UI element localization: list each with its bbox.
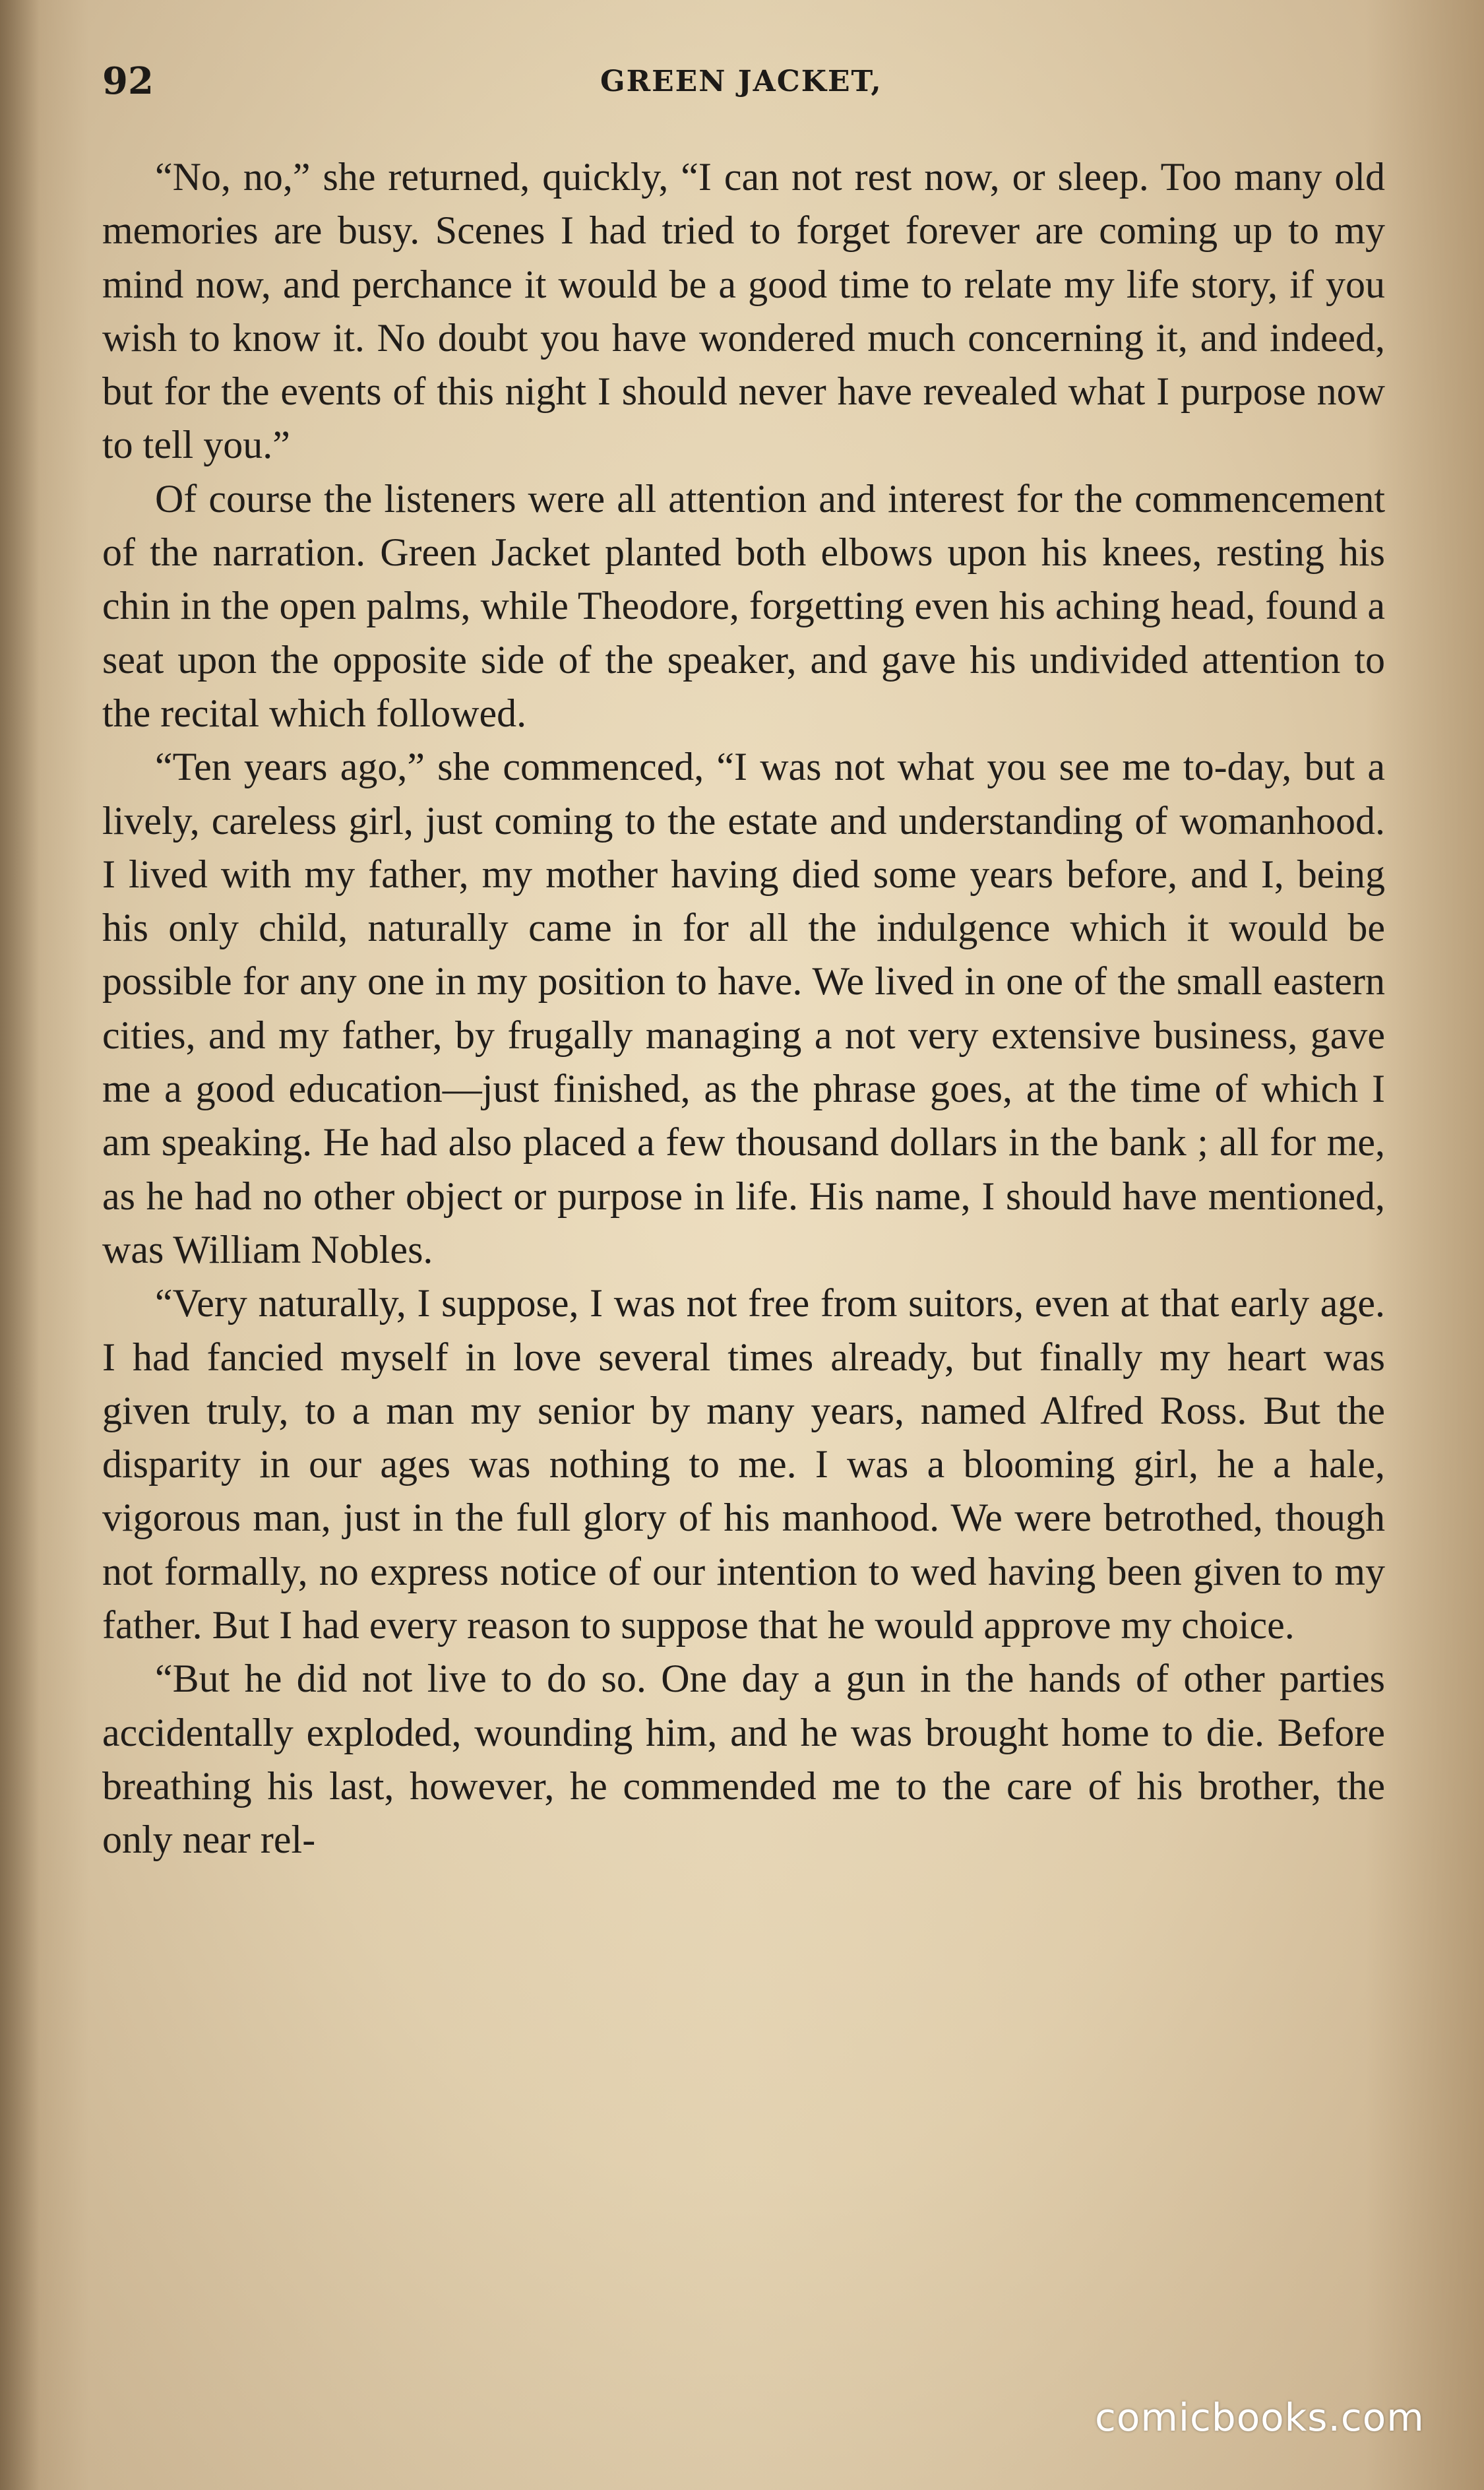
body-text: [102, 150, 1385, 1867]
running-head: GREEN JACKET,: [600, 65, 882, 98]
paragraph: “Very naturally, I suppose, I was not free from suitors, even at that early age. I had fancied myself in love several times already, but finally my heart was given truly, to a man my senior by many years, named Alfred Ross. But the disparity in our ages was nothing to me. I was a blooming girl, he a hale, vigorous man, just in the full glory of his manhood. We were betrothed, though not formally, no express notice of our intention to wed having been given to my father. But I had every reason to suppose that he would approve my choice.: [102, 1281, 1385, 1647]
page-header: [102, 59, 1395, 112]
paragraph: “But he did not live to do so. One day a gun in the hands of other parties accidentally exploded, wounding him, and he was brought home to die. Before breathing his last, however, he commended me to the care of his brother, the only near rel-: [102, 1657, 1385, 1862]
page-gutter-shadow: [0, 0, 40, 2490]
paragraph: Of course the listeners were all attention and interest for the commencement of the narration. Green Jacket planted both elbows upon his knees, resting his chin in the open palms, while Theodore, forgetting even his aching head, found a seat upon the opposite side of the speaker, and gave his undivided attention to the recital which followed.: [102, 476, 1385, 735]
page-number: 92: [102, 59, 154, 103]
paragraph: “Ten years ago,” she commenced, “I was not what you see me to-day, but a lively, careless girl, just coming to the estate and understanding of womanhood. I lived with my father, my mother having died some years before, and I, being his only child, naturally came in for all the indulgence which it would be possible for any one in my position to have. We lived in one of the small eastern cities, and my father, by frugally managing a not very extensive business, gave me a good education—just finished, as the phrase goes, at the time of which I am speaking. He had also placed a few thousand dollars in the bank ; all for me, as he had no other object or purpose in life. His name, I should have mentioned, was William Nobles.: [102, 745, 1385, 1271]
paragraph: “No, no,” she returned, quickly, “I can not rest now, or sleep. Too many old memories are busy. Scenes I had tried to forget forever are coming up to my mind now, and perchance it would be a good time to relate my life story, if you wish to know it. No doubt you have wondered much concerning it, and indeed, but for the events of this night I should never have revealed what I purpose now to tell you.”: [102, 155, 1385, 467]
watermark: comicbooks.com: [1095, 2395, 1425, 2440]
